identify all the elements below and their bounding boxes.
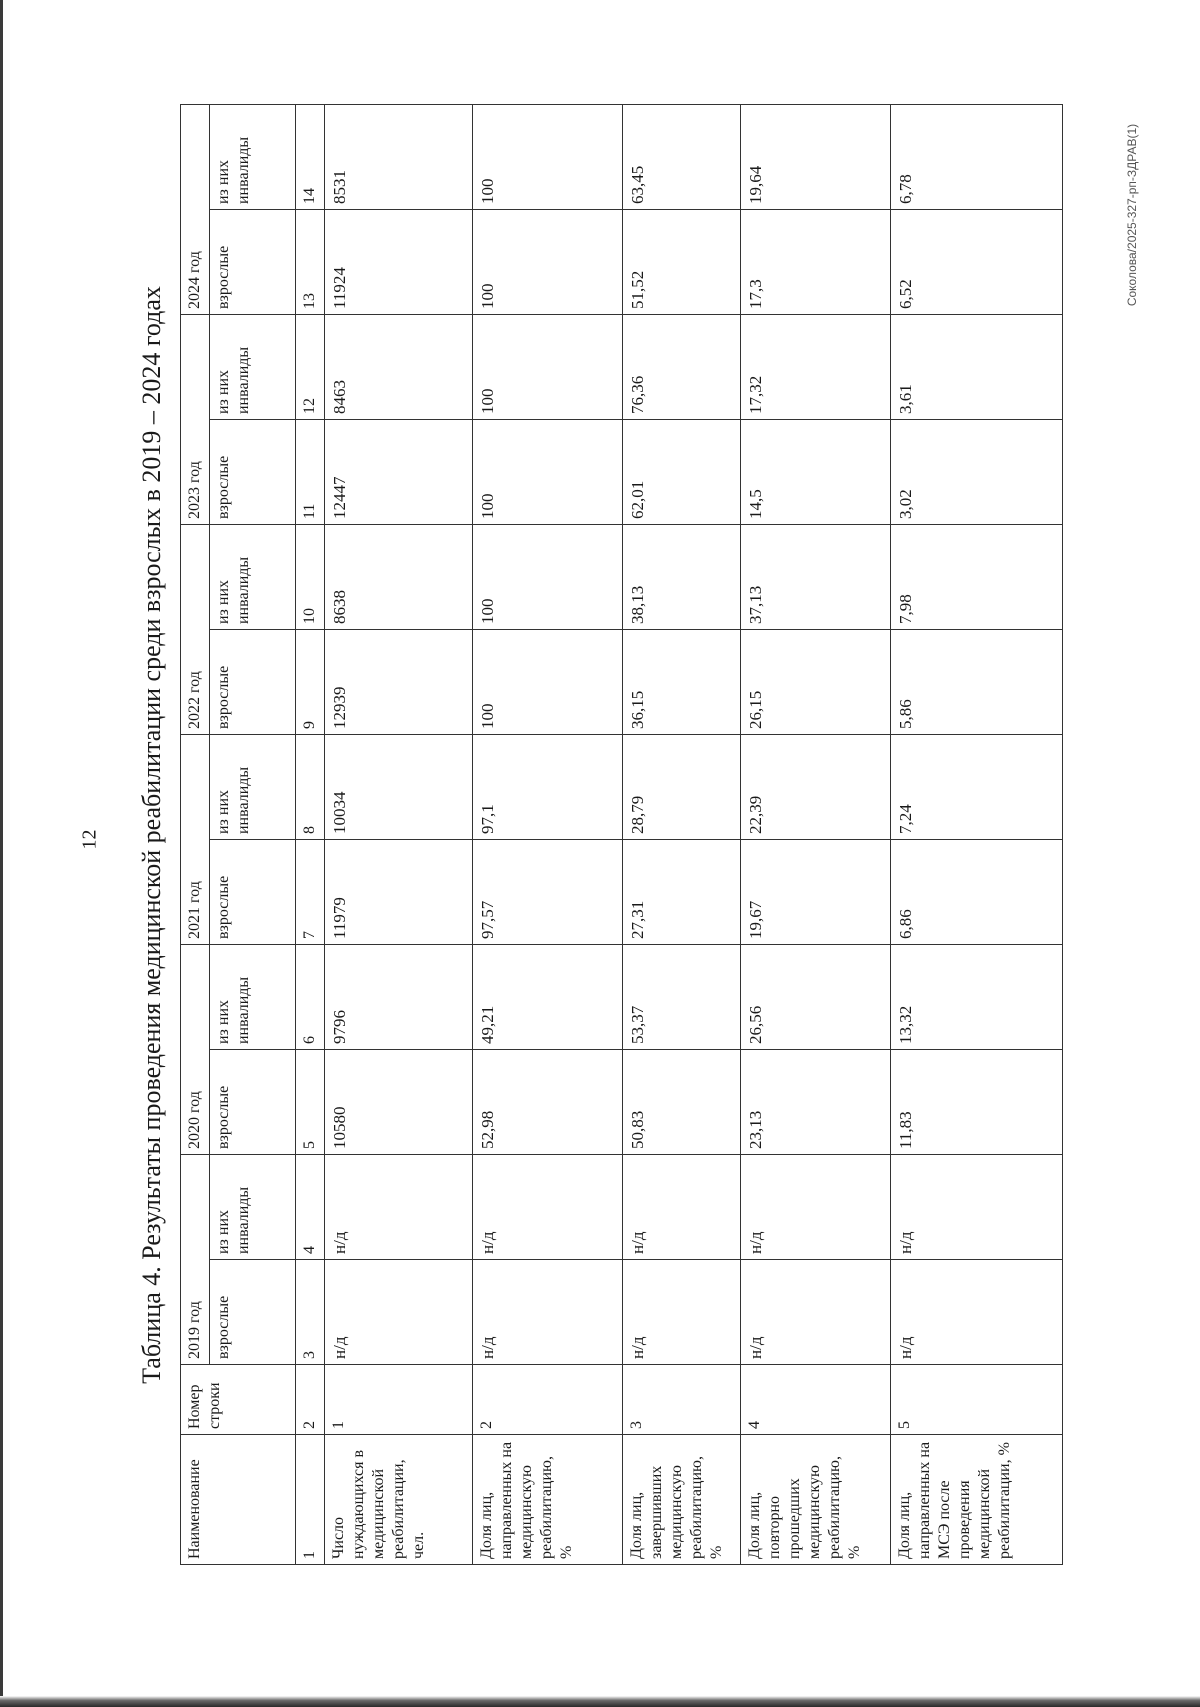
row-name: Доля лиц, направленных на медицинскую реабилитацию, %: [473, 1435, 623, 1565]
value-adults: н/д: [325, 1260, 473, 1365]
row-name: Число нуждающихся в медицинской реабилитации, чел.: [325, 1435, 473, 1565]
rotated-landscape-content: [130, 105, 1013, 1565]
value-disabled: 8638: [325, 525, 473, 630]
column-number: 9: [296, 630, 325, 735]
value-adults: 12447: [325, 420, 473, 525]
value-disabled: 17,32: [741, 315, 891, 420]
value-adults: 10580: [325, 1050, 473, 1155]
value-disabled: н/д: [325, 1155, 473, 1260]
column-number: 2: [296, 1365, 325, 1435]
value-adults: 27,31: [623, 840, 741, 945]
column-number: 5: [296, 1050, 325, 1155]
value-adults: 6,52: [891, 210, 1063, 315]
header-adults: взрослые: [210, 420, 296, 525]
row-name: Доля лиц, повторно прошедших медицинскую реабилитацию, %: [741, 1435, 891, 1565]
value-adults: 52,98: [473, 1050, 623, 1155]
value-adults: 17,3: [741, 210, 891, 315]
results-table: [180, 104, 1063, 1565]
value-adults: н/д: [741, 1260, 891, 1365]
value-disabled: 28,79: [623, 735, 741, 840]
value-adults: 23,13: [741, 1050, 891, 1155]
value-adults: 100: [473, 420, 623, 525]
column-number: 3: [296, 1260, 325, 1365]
column-number: 10: [296, 525, 325, 630]
column-number: 13: [296, 210, 325, 315]
value-disabled: 19,64: [741, 105, 891, 210]
value-disabled: н/д: [891, 1155, 1063, 1260]
value-adults: 100: [473, 630, 623, 735]
column-number-row: [296, 105, 325, 1565]
value-disabled: 100: [473, 105, 623, 210]
value-disabled: 3,61: [891, 315, 1063, 420]
header-year-2021: 2021 год: [181, 735, 210, 945]
row-number: 1: [325, 1365, 473, 1435]
value-disabled: 9796: [325, 945, 473, 1050]
value-adults: 100: [473, 210, 623, 315]
value-adults: 50,83: [623, 1050, 741, 1155]
value-disabled: 37,13: [741, 525, 891, 630]
value-adults: 11924: [325, 210, 473, 315]
column-number: 8: [296, 735, 325, 840]
table-row: [473, 105, 623, 1565]
value-disabled: 49,21: [473, 945, 623, 1050]
value-disabled: 22,39: [741, 735, 891, 840]
value-disabled: 53,37: [623, 945, 741, 1050]
header-adults: взрослые: [210, 1050, 296, 1155]
value-disabled: 10034: [325, 735, 473, 840]
row-number: 5: [891, 1365, 1063, 1435]
row-number: 2: [473, 1365, 623, 1435]
value-disabled: 7,98: [891, 525, 1063, 630]
value-adults: 36,15: [623, 630, 741, 735]
header-disabled: из них инвалиды: [210, 735, 296, 840]
value-disabled: 8463: [325, 315, 473, 420]
row-number: 3: [623, 1365, 741, 1435]
header-disabled: из них инвалиды: [210, 945, 296, 1050]
row-name: Доля лиц, направленных на МСЭ после проведения медицинской реабилитации, %: [891, 1435, 1063, 1565]
header-adults: взрослые: [210, 1260, 296, 1365]
value-adults: 97,57: [473, 840, 623, 945]
header-row-subcolumns: [210, 105, 296, 1565]
header-disabled: из них инвалиды: [210, 105, 296, 210]
value-adults: 14,5: [741, 420, 891, 525]
value-disabled: н/д: [741, 1155, 891, 1260]
value-adults: 11,83: [891, 1050, 1063, 1155]
value-adults: 19,67: [741, 840, 891, 945]
scan-edge-bottom: [0, 1696, 1200, 1707]
value-disabled: 7,24: [891, 735, 1063, 840]
header-year-2023: 2023 год: [181, 315, 210, 525]
row-number: 4: [741, 1365, 891, 1435]
header-year-2022: 2022 год: [181, 525, 210, 735]
header-name: Наименование: [181, 1435, 296, 1565]
header-adults: взрослые: [210, 630, 296, 735]
column-number: 14: [296, 105, 325, 210]
value-adults: н/д: [623, 1260, 741, 1365]
header-disabled: из них инвалиды: [210, 525, 296, 630]
header-row-years: [181, 105, 210, 1565]
page-number: 12: [78, 829, 101, 850]
column-number: 7: [296, 840, 325, 945]
header-row-number: Номер строки: [181, 1365, 296, 1435]
value-adults: 11979: [325, 840, 473, 945]
table-title: Таблица 4. Результаты проведения медицинской реабилитации среди взрослых в 2019 – 2024 годах: [137, 286, 166, 1384]
scan-edge-left: [0, 0, 3, 1707]
value-disabled: 97,1: [473, 735, 623, 840]
column-number: 11: [296, 420, 325, 525]
value-adults: 12939: [325, 630, 473, 735]
value-disabled: 26,56: [741, 945, 891, 1050]
value-adults: 51,52: [623, 210, 741, 315]
header-year-2020: 2020 год: [181, 945, 210, 1155]
header-year-2024: 2024 год: [181, 105, 210, 315]
table-row: [891, 105, 1063, 1565]
value-disabled: н/д: [473, 1155, 623, 1260]
value-adults: н/д: [473, 1260, 623, 1365]
header-year-2019: 2019 год: [181, 1155, 210, 1365]
header-disabled: из них инвалиды: [210, 315, 296, 420]
value-disabled: 100: [473, 315, 623, 420]
value-adults: н/д: [891, 1260, 1063, 1365]
value-adults: 5,86: [891, 630, 1063, 735]
table-row: [623, 105, 741, 1565]
value-adults: 62,01: [623, 420, 741, 525]
value-disabled: 8531: [325, 105, 473, 210]
value-disabled: 38,13: [623, 525, 741, 630]
value-disabled: 13,32: [891, 945, 1063, 1050]
column-number: 1: [296, 1435, 325, 1565]
row-name: Доля лиц, завершивших медицинскую реабилитацию, %: [623, 1435, 741, 1565]
value-adults: 26,15: [741, 630, 891, 735]
value-adults: 6,86: [891, 840, 1063, 945]
value-disabled: н/д: [623, 1155, 741, 1260]
value-disabled: 63,45: [623, 105, 741, 210]
header-disabled: из них инвалиды: [210, 1155, 296, 1260]
document-footer-id: Соколова/2025-327-рп-ЗДРАВ(1): [1125, 123, 1139, 307]
column-number: 6: [296, 945, 325, 1050]
table-row: [741, 105, 891, 1565]
column-number: 12: [296, 315, 325, 420]
table-body: [325, 105, 1063, 1565]
table-row: [325, 105, 473, 1565]
header-adults: взрослые: [210, 840, 296, 945]
value-disabled: 76,36: [623, 315, 741, 420]
value-disabled: 6,78: [891, 105, 1063, 210]
value-adults: 3,02: [891, 420, 1063, 525]
column-number: 4: [296, 1155, 325, 1260]
header-adults: взрослые: [210, 210, 296, 315]
value-disabled: 100: [473, 525, 623, 630]
